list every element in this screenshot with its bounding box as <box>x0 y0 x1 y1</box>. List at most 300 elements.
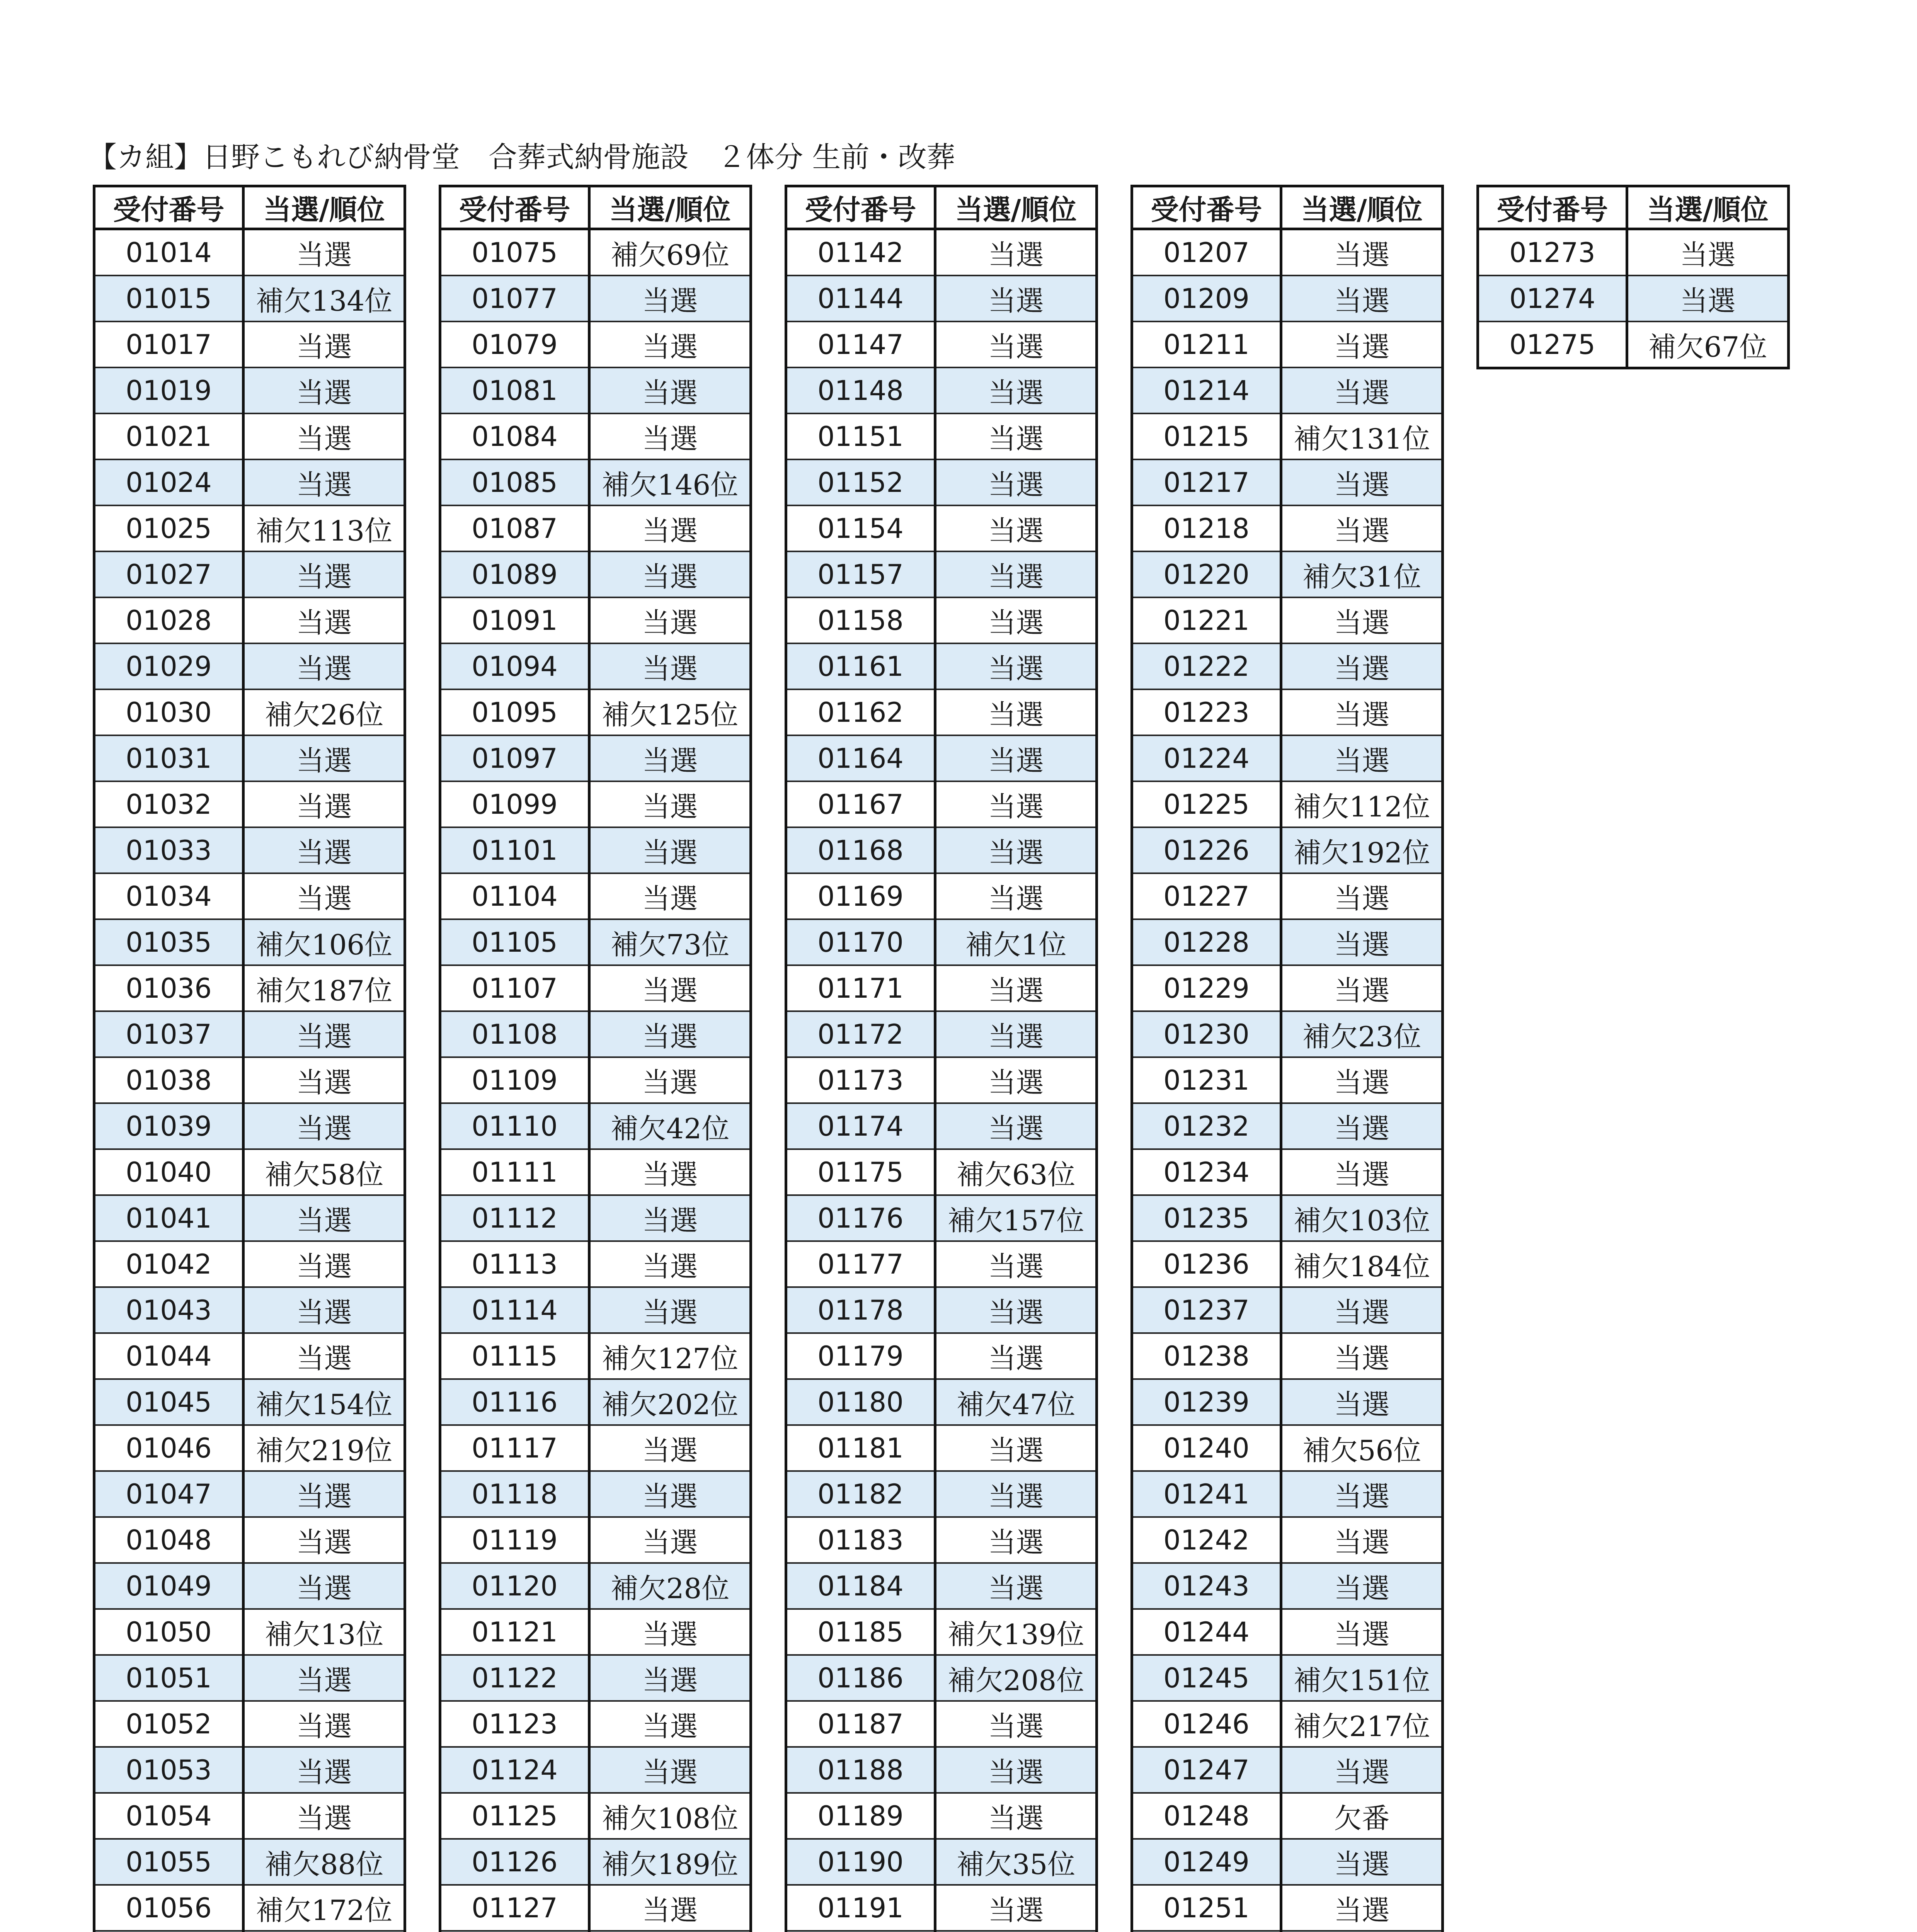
table-row <box>1132 505 1443 551</box>
header-number: 受付番号 <box>1478 186 1627 229</box>
result-cell: 当選 <box>589 1701 751 1747</box>
receipt-number-cell: 01226 <box>1132 827 1281 873</box>
receipt-number-cell: 01035 <box>94 919 243 965</box>
table-row <box>1132 919 1443 965</box>
result-cell: 当選 <box>935 735 1097 781</box>
table-row <box>1132 1333 1443 1379</box>
result-cell: 補欠69位 <box>589 229 751 276</box>
table-row <box>94 321 405 367</box>
header-result: 当選/順位 <box>1281 186 1443 229</box>
table-row <box>1132 827 1443 873</box>
receipt-number-cell: 01021 <box>94 413 243 459</box>
result-cell: 補欠172位 <box>243 1885 405 1931</box>
receipt-number-cell: 01232 <box>1132 1103 1281 1149</box>
result-cell: 当選 <box>935 643 1097 689</box>
table-row <box>440 229 751 276</box>
receipt-number-cell: 01240 <box>1132 1425 1281 1471</box>
receipt-number-cell: 01099 <box>440 781 589 827</box>
result-cell: 当選 <box>589 1287 751 1333</box>
receipt-number-cell: 01056 <box>94 1885 243 1931</box>
result-cell: 当選 <box>589 873 751 919</box>
receipt-number-cell: 01120 <box>440 1563 589 1609</box>
result-cell: 当選 <box>935 276 1097 321</box>
result-cell: 補欠157位 <box>935 1195 1097 1241</box>
result-cell: 補欠127位 <box>589 1333 751 1379</box>
receipt-number-cell: 01174 <box>786 1103 935 1149</box>
result-cell: 当選 <box>1281 1839 1443 1885</box>
receipt-number-cell: 01036 <box>94 965 243 1011</box>
table-row <box>94 1793 405 1839</box>
table-row <box>1132 1057 1443 1103</box>
result-cell: 当選 <box>243 1563 405 1609</box>
result-cell: 当選 <box>935 1471 1097 1517</box>
table-row <box>786 1563 1097 1609</box>
table-row <box>786 1793 1097 1839</box>
result-cell: 当選 <box>1281 597 1443 643</box>
result-cell: 補欠26位 <box>243 689 405 735</box>
table-row <box>1132 321 1443 367</box>
result-cell: 補欠42位 <box>589 1103 751 1149</box>
result-cell: 補欠134位 <box>243 276 405 321</box>
table-row <box>440 1425 751 1471</box>
result-cell: 補欠58位 <box>243 1149 405 1195</box>
table-row <box>94 1885 405 1931</box>
result-cell: 補欠106位 <box>243 919 405 965</box>
table-row <box>786 643 1097 689</box>
table-row <box>440 1563 751 1609</box>
table-row <box>786 1747 1097 1793</box>
result-cell: 補欠56位 <box>1281 1425 1443 1471</box>
table-row <box>94 551 405 597</box>
receipt-number-cell: 01101 <box>440 827 589 873</box>
result-cell: 当選 <box>935 505 1097 551</box>
receipt-number-cell: 01274 <box>1478 276 1627 321</box>
result-cell: 当選 <box>243 1517 405 1563</box>
result-cell: 当選 <box>1281 367 1443 413</box>
receipt-number-cell: 01042 <box>94 1241 243 1287</box>
receipt-number-cell: 01170 <box>786 919 935 965</box>
table-header-row <box>1478 186 1789 229</box>
result-cell: 補欠192位 <box>1281 827 1443 873</box>
receipt-number-cell: 01048 <box>94 1517 243 1563</box>
table-row <box>94 276 405 321</box>
receipt-number-cell: 01043 <box>94 1287 243 1333</box>
receipt-number-cell: 01185 <box>786 1609 935 1655</box>
table-row <box>440 1701 751 1747</box>
result-cell: 当選 <box>1281 1609 1443 1655</box>
table-row <box>786 1517 1097 1563</box>
receipt-number-cell: 01218 <box>1132 505 1281 551</box>
table-row <box>786 735 1097 781</box>
result-cell: 当選 <box>589 1195 751 1241</box>
table-row <box>1132 873 1443 919</box>
receipt-number-cell: 01245 <box>1132 1655 1281 1701</box>
receipt-number-cell: 01017 <box>94 321 243 367</box>
receipt-number-cell: 01173 <box>786 1057 935 1103</box>
table-row <box>94 965 405 1011</box>
table-row <box>440 1609 751 1655</box>
result-cell: 当選 <box>589 1057 751 1103</box>
receipt-number-cell: 01121 <box>440 1609 589 1655</box>
result-cell: 当選 <box>935 873 1097 919</box>
result-cell: 当選 <box>1281 505 1443 551</box>
results-table-2 <box>439 185 752 1932</box>
table-row <box>94 367 405 413</box>
table-row <box>94 643 405 689</box>
result-cell: 当選 <box>243 597 405 643</box>
result-cell: 当選 <box>1281 643 1443 689</box>
result-cell: 当選 <box>589 1011 751 1057</box>
result-cell: 当選 <box>935 229 1097 276</box>
table-row <box>94 1103 405 1149</box>
receipt-number-cell: 01055 <box>94 1839 243 1885</box>
header-result: 当選/順位 <box>589 186 751 229</box>
result-cell: 当選 <box>935 1333 1097 1379</box>
header-result: 当選/順位 <box>1627 186 1789 229</box>
result-cell: 当選 <box>589 413 751 459</box>
receipt-number-cell: 01123 <box>440 1701 589 1747</box>
receipt-number-cell: 01054 <box>94 1793 243 1839</box>
receipt-number-cell: 01222 <box>1132 643 1281 689</box>
result-cell: 当選 <box>1281 1563 1443 1609</box>
result-cell: 当選 <box>589 367 751 413</box>
result-cell: 当選 <box>1281 321 1443 367</box>
receipt-number-cell: 01176 <box>786 1195 935 1241</box>
table-row <box>786 367 1097 413</box>
table-row <box>786 1609 1097 1655</box>
table-row <box>94 1149 405 1195</box>
result-cell: 当選 <box>243 1011 405 1057</box>
table-row <box>1478 229 1789 276</box>
table-row <box>440 1793 751 1839</box>
table-row <box>440 919 751 965</box>
result-cell: 当選 <box>1281 1287 1443 1333</box>
table-row <box>1132 1195 1443 1241</box>
result-cell: 当選 <box>589 827 751 873</box>
table-row <box>1132 1609 1443 1655</box>
receipt-number-cell: 01187 <box>786 1701 935 1747</box>
header-result: 当選/順位 <box>243 186 405 229</box>
receipt-number-cell: 01107 <box>440 965 589 1011</box>
result-cell: 補欠67位 <box>1627 321 1789 368</box>
table-header-row <box>440 186 751 229</box>
receipt-number-cell: 01161 <box>786 643 935 689</box>
receipt-number-cell: 01184 <box>786 1563 935 1609</box>
result-cell: 当選 <box>1281 1333 1443 1379</box>
result-cell: 当選 <box>243 1701 405 1747</box>
result-cell: 当選 <box>589 321 751 367</box>
receipt-number-cell: 01044 <box>94 1333 243 1379</box>
result-cell: 補欠151位 <box>1281 1655 1443 1701</box>
result-cell: 当選 <box>1627 229 1789 276</box>
table-row <box>786 1011 1097 1057</box>
result-cell: 当選 <box>589 1517 751 1563</box>
result-cell: 補欠13位 <box>243 1609 405 1655</box>
receipt-number-cell: 01215 <box>1132 413 1281 459</box>
receipt-number-cell: 01248 <box>1132 1793 1281 1839</box>
table-row <box>786 597 1097 643</box>
result-cell: 当選 <box>243 827 405 873</box>
header-number: 受付番号 <box>94 186 243 229</box>
table-row <box>94 1701 405 1747</box>
table-row <box>786 1701 1097 1747</box>
result-cell: 補欠131位 <box>1281 413 1443 459</box>
table-row <box>94 597 405 643</box>
result-cell: 当選 <box>935 1287 1097 1333</box>
result-cell: 当選 <box>243 1241 405 1287</box>
receipt-number-cell: 01118 <box>440 1471 589 1517</box>
receipt-number-cell: 01115 <box>440 1333 589 1379</box>
table-row <box>1478 276 1789 321</box>
table-row <box>440 505 751 551</box>
table-row <box>94 1195 405 1241</box>
result-cell: 補欠1位 <box>935 919 1097 965</box>
table-row <box>1132 1839 1443 1885</box>
receipt-number-cell: 01037 <box>94 1011 243 1057</box>
result-cell: 当選 <box>243 873 405 919</box>
receipt-number-cell: 01111 <box>440 1149 589 1195</box>
table-row <box>440 367 751 413</box>
receipt-number-cell: 01095 <box>440 689 589 735</box>
table-row <box>440 827 751 873</box>
receipt-number-cell: 01275 <box>1478 321 1627 368</box>
table-row <box>1132 367 1443 413</box>
receipt-number-cell: 01169 <box>786 873 935 919</box>
receipt-number-cell: 01214 <box>1132 367 1281 413</box>
receipt-number-cell: 01147 <box>786 321 935 367</box>
table-row <box>786 827 1097 873</box>
receipt-number-cell: 01038 <box>94 1057 243 1103</box>
page-title: 【カ組】日野こもれび納骨堂 合葬式納骨施設 ２体分 生前・改葬 <box>88 141 955 174</box>
receipt-number-cell: 01177 <box>786 1241 935 1287</box>
table-row <box>786 413 1097 459</box>
receipt-number-cell: 01182 <box>786 1471 935 1517</box>
table-row <box>440 1471 751 1517</box>
result-cell: 補欠146位 <box>589 459 751 505</box>
receipt-number-cell: 01229 <box>1132 965 1281 1011</box>
receipt-number-cell: 01221 <box>1132 597 1281 643</box>
receipt-number-cell: 01181 <box>786 1425 935 1471</box>
receipt-number-cell: 01237 <box>1132 1287 1281 1333</box>
table-row <box>440 643 751 689</box>
table-row <box>1132 1425 1443 1471</box>
result-cell: 当選 <box>1281 1885 1443 1931</box>
table-row <box>1132 1563 1443 1609</box>
receipt-number-cell: 01031 <box>94 735 243 781</box>
receipt-number-cell: 01119 <box>440 1517 589 1563</box>
receipt-number-cell: 01273 <box>1478 229 1627 276</box>
receipt-number-cell: 01238 <box>1132 1333 1281 1379</box>
receipt-number-cell: 01154 <box>786 505 935 551</box>
table-row <box>94 1425 405 1471</box>
result-cell: 当選 <box>1281 919 1443 965</box>
result-cell: 当選 <box>589 1747 751 1793</box>
results-table-5 <box>1476 185 1790 369</box>
result-cell: 補欠139位 <box>935 1609 1097 1655</box>
result-cell: 補欠189位 <box>589 1839 751 1885</box>
table-row <box>786 276 1097 321</box>
receipt-number-cell: 01079 <box>440 321 589 367</box>
table-row <box>94 919 405 965</box>
receipt-number-cell: 01247 <box>1132 1747 1281 1793</box>
receipt-number-cell: 01225 <box>1132 781 1281 827</box>
table-row <box>786 1103 1097 1149</box>
table-row <box>1132 413 1443 459</box>
receipt-number-cell: 01052 <box>94 1701 243 1747</box>
receipt-number-cell: 01049 <box>94 1563 243 1609</box>
result-cell: 当選 <box>1281 1747 1443 1793</box>
table-row <box>786 1057 1097 1103</box>
receipt-number-cell: 01190 <box>786 1839 935 1885</box>
result-cell: 当選 <box>243 643 405 689</box>
result-cell: 当選 <box>243 1793 405 1839</box>
result-cell: 当選 <box>589 1425 751 1471</box>
table-header-row <box>94 186 405 229</box>
receipt-number-cell: 01231 <box>1132 1057 1281 1103</box>
result-cell: 当選 <box>935 597 1097 643</box>
table-row <box>786 321 1097 367</box>
result-cell: 当選 <box>589 1149 751 1195</box>
receipt-number-cell: 01183 <box>786 1517 935 1563</box>
table-row <box>786 1195 1097 1241</box>
receipt-number-cell: 01085 <box>440 459 589 505</box>
receipt-number-cell: 01116 <box>440 1379 589 1425</box>
receipt-number-cell: 01075 <box>440 229 589 276</box>
result-cell: 補欠23位 <box>1281 1011 1443 1057</box>
receipt-number-cell: 01125 <box>440 1793 589 1839</box>
receipt-number-cell: 01051 <box>94 1655 243 1701</box>
result-cell: 補欠113位 <box>243 505 405 551</box>
receipt-number-cell: 01178 <box>786 1287 935 1333</box>
receipt-number-cell: 01029 <box>94 643 243 689</box>
receipt-number-cell: 01087 <box>440 505 589 551</box>
result-cell: 当選 <box>589 1471 751 1517</box>
result-cell: 当選 <box>935 1747 1097 1793</box>
receipt-number-cell: 01019 <box>94 367 243 413</box>
receipt-number-cell: 01189 <box>786 1793 935 1839</box>
table-row <box>786 1379 1097 1425</box>
table-row <box>440 1747 751 1793</box>
receipt-number-cell: 01191 <box>786 1885 935 1931</box>
receipt-number-cell: 01235 <box>1132 1195 1281 1241</box>
table-row <box>94 1563 405 1609</box>
receipt-number-cell: 01109 <box>440 1057 589 1103</box>
receipt-number-cell: 01024 <box>94 459 243 505</box>
receipt-number-cell: 01220 <box>1132 551 1281 597</box>
table-row <box>1132 1701 1443 1747</box>
receipt-number-cell: 01046 <box>94 1425 243 1471</box>
result-cell: 当選 <box>935 1563 1097 1609</box>
table-row <box>440 1011 751 1057</box>
receipt-number-cell: 01239 <box>1132 1379 1281 1425</box>
result-cell: 当選 <box>243 551 405 597</box>
receipt-number-cell: 01032 <box>94 781 243 827</box>
receipt-number-cell: 01207 <box>1132 229 1281 276</box>
receipt-number-cell: 01144 <box>786 276 935 321</box>
receipt-number-cell: 01027 <box>94 551 243 597</box>
result-cell: 補欠125位 <box>589 689 751 735</box>
receipt-number-cell: 01104 <box>440 873 589 919</box>
table-row <box>786 1471 1097 1517</box>
table-row <box>1132 1149 1443 1195</box>
results-table-4 <box>1130 185 1444 1932</box>
receipt-number-cell: 01152 <box>786 459 935 505</box>
result-cell: 当選 <box>1281 965 1443 1011</box>
receipt-number-cell: 01179 <box>786 1333 935 1379</box>
header-number: 受付番号 <box>786 186 935 229</box>
receipt-number-cell: 01211 <box>1132 321 1281 367</box>
receipt-number-cell: 01089 <box>440 551 589 597</box>
result-cell: 当選 <box>589 551 751 597</box>
result-cell: 当選 <box>935 1425 1097 1471</box>
receipt-number-cell: 01246 <box>1132 1701 1281 1747</box>
table-row <box>440 1333 751 1379</box>
receipt-number-cell: 01236 <box>1132 1241 1281 1287</box>
table-row <box>1132 781 1443 827</box>
table-row <box>786 1287 1097 1333</box>
result-cell: 当選 <box>243 1333 405 1379</box>
receipt-number-cell: 01127 <box>440 1885 589 1931</box>
table-row <box>440 1655 751 1701</box>
header-number: 受付番号 <box>1132 186 1281 229</box>
result-cell: 当選 <box>1627 276 1789 321</box>
result-cell: 当選 <box>935 321 1097 367</box>
result-cell: 当選 <box>589 505 751 551</box>
result-cell: 当選 <box>1281 1103 1443 1149</box>
table-row <box>94 1517 405 1563</box>
table-row <box>786 1241 1097 1287</box>
receipt-number-cell: 01039 <box>94 1103 243 1149</box>
result-cell: 当選 <box>1281 229 1443 276</box>
table-row <box>94 1471 405 1517</box>
table-row <box>440 1287 751 1333</box>
table-row <box>440 1057 751 1103</box>
receipt-number-cell: 01157 <box>786 551 935 597</box>
result-cell: 補欠31位 <box>1281 551 1443 597</box>
table-row <box>786 873 1097 919</box>
result-cell: 当選 <box>935 689 1097 735</box>
table-row <box>94 689 405 735</box>
table-row <box>1132 1471 1443 1517</box>
table-row <box>94 505 405 551</box>
table-row <box>1132 1011 1443 1057</box>
result-cell: 当選 <box>1281 1517 1443 1563</box>
receipt-number-cell: 01040 <box>94 1149 243 1195</box>
table-row <box>440 597 751 643</box>
result-cell: 当選 <box>935 1103 1097 1149</box>
receipt-number-cell: 01234 <box>1132 1149 1281 1195</box>
result-cell: 当選 <box>1281 276 1443 321</box>
result-cell: 当選 <box>935 1517 1097 1563</box>
result-cell: 当選 <box>935 1885 1097 1931</box>
table-row <box>786 1839 1097 1885</box>
table-row <box>786 1885 1097 1931</box>
receipt-number-cell: 01047 <box>94 1471 243 1517</box>
receipt-number-cell: 01117 <box>440 1425 589 1471</box>
table-row <box>1132 229 1443 276</box>
result-cell: 補欠63位 <box>935 1149 1097 1195</box>
receipt-number-cell: 01186 <box>786 1655 935 1701</box>
result-cell: 補欠88位 <box>243 1839 405 1885</box>
receipt-number-cell: 01172 <box>786 1011 935 1057</box>
table-row <box>94 459 405 505</box>
result-cell: 当選 <box>243 1747 405 1793</box>
receipt-number-cell: 01151 <box>786 413 935 459</box>
table-header-row <box>1132 186 1443 229</box>
result-cell: 当選 <box>243 1287 405 1333</box>
result-cell: 当選 <box>1281 1057 1443 1103</box>
table-row <box>94 1287 405 1333</box>
